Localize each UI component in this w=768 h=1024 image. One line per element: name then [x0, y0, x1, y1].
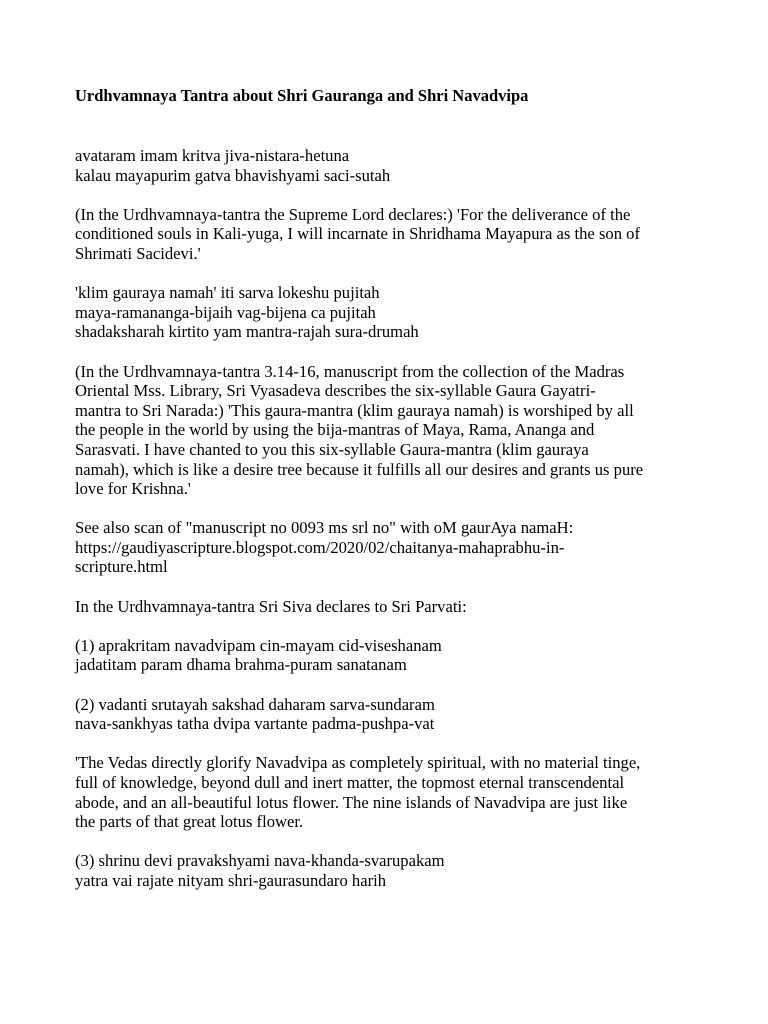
spacer: [75, 616, 715, 636]
verse-paragraph: [75, 146, 715, 185]
text-line: Shrimati Sacidevi.': [75, 243, 201, 263]
spacer: [75, 106, 715, 146]
text-line: See also scan of "manuscript no 0093 ms srl no" with oM gaurAya namaH:: [75, 518, 574, 538]
text-line: the parts of that great lotus flower.: [75, 812, 304, 832]
text-line: the people in the world by using the bija-mantras of Maya, Rama, Ananga and: [75, 420, 595, 440]
spacer: [75, 264, 715, 284]
translation-paragraph: [75, 362, 715, 499]
text-line: mantra to Sri Narada:) 'This gaura-mantra (klim gauraya namah) is worshiped by all: [75, 400, 634, 420]
text-line: Oriental Mss. Library, Sri Vyasadeva describes the six-syllable Gaura Gayatri-: [75, 381, 596, 401]
text-line: abode, and an all-beautiful lotus flower. The nine islands of Navadvipa are just like: [75, 792, 628, 812]
intro-paragraph: [75, 597, 715, 617]
text-line: jadatitam param dhama brahma-puram sanatanam: [75, 655, 407, 675]
text-line: love for Krishna.': [75, 479, 191, 499]
verse-paragraph: [75, 283, 715, 342]
spacer: [75, 577, 715, 597]
text-line: yatra vai rajate nityam shri-gaurasundaro harih: [75, 870, 387, 890]
spacer: [75, 185, 715, 205]
url-line: scripture.html: [75, 557, 168, 577]
text-line: (3) shrinu devi pravakshyami nava-khanda-svarupakam: [75, 851, 445, 871]
spacer: [75, 734, 715, 754]
text-line: full of knowledge, beyond dull and inert matter, the topmost eternal transcendental: [75, 773, 625, 792]
text-line: namah), which is like a desire tree because it fulfills all our desires and grants us pure: [75, 459, 644, 479]
text-line: maya-ramananga-bijaih vag-bijena ca pujitah: [75, 302, 376, 322]
spacer: [75, 342, 715, 362]
verse-paragraph: [75, 695, 715, 734]
text-line: (1) aprakritam navadvipam cin-mayam cid-viseshanam: [75, 635, 442, 655]
document-page: [75, 86, 715, 891]
see-also-paragraph: [75, 518, 715, 577]
verse-paragraph: [75, 636, 715, 675]
text-line: (In the Urdhvamnaya-tantra the Supreme Lord declares:) 'For the deliverance of the: [75, 204, 631, 224]
translation-paragraph: [75, 205, 715, 264]
spacer: [75, 499, 715, 519]
text-line: avataram imam kritva jiva-nistara-hetuna: [75, 146, 350, 165]
spacer: [75, 675, 715, 695]
text-line: (2) vadanti srutayah sakshad daharam sarva-sundaram: [75, 694, 435, 714]
text-line: shadaksharah kirtito yam mantra-rajah sura-drumah: [75, 322, 419, 342]
text-line: nava-sankhyas tatha dvipa vartante padma-pushpa-vat: [75, 714, 435, 734]
spacer: [75, 832, 715, 852]
verse-paragraph: [75, 851, 715, 890]
text-line: 'The Vedas directly glorify Navadvipa as completely spiritual, with no material tinge,: [75, 753, 641, 773]
text-line: Sarasvati. I have chanted to you this six-syllable Gaura-mantra (klim gauraya: [75, 439, 589, 459]
document-title: Urdhvamnaya Tantra about Shri Gauranga and Shri Navadvipa: [75, 86, 529, 105]
text-line: conditioned souls in Kali-yuga, I will incarnate in Shridhama Mayapura as the son of: [75, 224, 640, 244]
text-line: (In the Urdhvamnaya-tantra 3.14-16, manuscript from the collection of the Madras: [75, 361, 625, 381]
text-line: kalau mayapurim gatva bhavishyami saci-sutah: [75, 165, 391, 185]
translation-paragraph: [75, 753, 715, 831]
text-line: In the Urdhvamnaya-tantra Sri Siva declares to Sri Parvati:: [75, 596, 467, 616]
url-line: https://gaudiyascripture.blogspot.com/2020/02/chaitanya-mahaprabhu-in-: [75, 537, 565, 557]
text-line: 'klim gauraya namah' iti sarva lokeshu pujitah: [75, 283, 380, 303]
